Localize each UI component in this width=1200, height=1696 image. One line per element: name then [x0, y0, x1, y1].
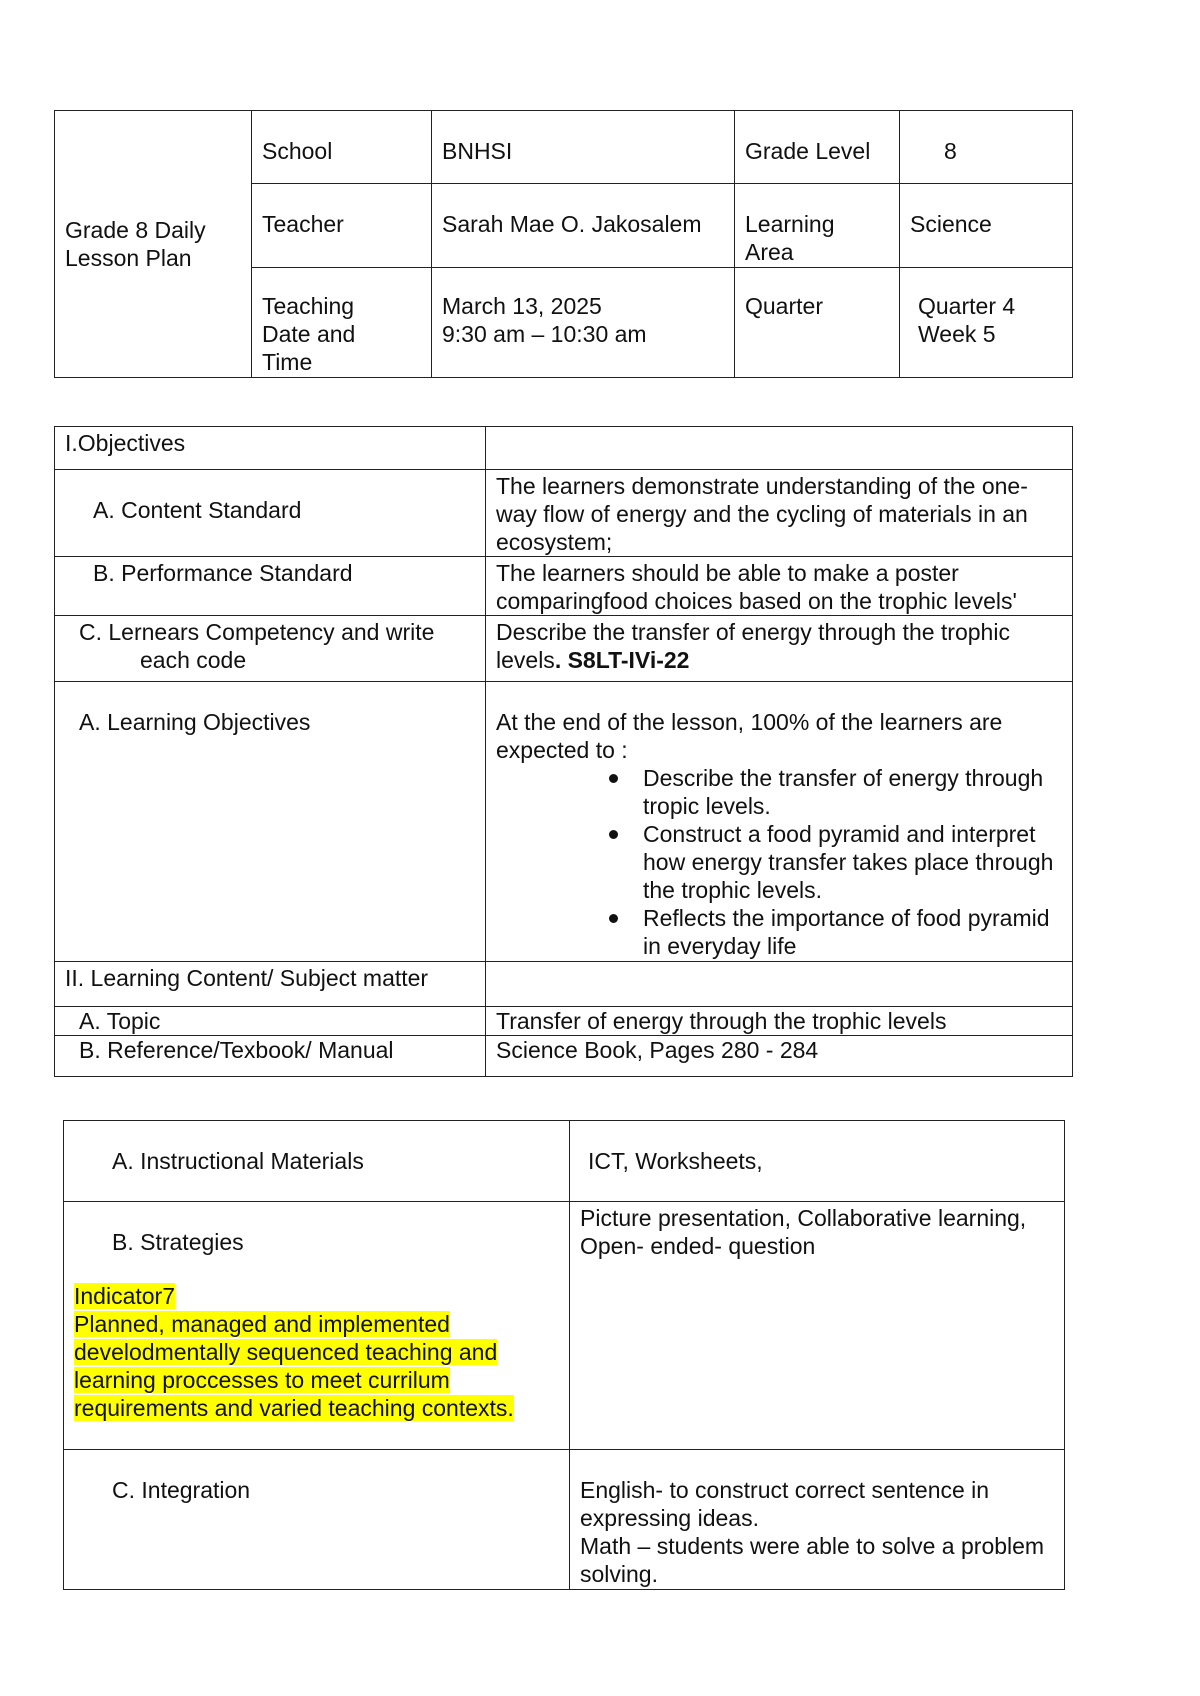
topic-value: Transfer of energy through the trophic levels: [486, 1007, 1073, 1036]
strategies-label: B. Strategies: [112, 1229, 244, 1255]
content-standard-value: The learners demonstrate understanding of the one-way flow of energy and the cycling of materials in an ecosystem;: [486, 470, 1073, 557]
reference-label: B. Reference/Texbook/ Manual: [55, 1036, 486, 1077]
competency-value: Describe the transfer of energy through the trophic levels: [496, 619, 1010, 673]
materials-table: [63, 1120, 1065, 1590]
objectives-section-label: I.Objectives: [55, 427, 486, 470]
competency-code: . S8LT-IVi-22: [554, 647, 690, 673]
teacher-value: Sarah Mae O. Jakosalem: [432, 184, 735, 268]
quarter-label: Quarter: [735, 268, 900, 378]
integration-value: English- to construct correct sentence in expressing ideas. Math – students were able to solve a problem solving.: [570, 1450, 1065, 1590]
integration-label: C. Integration: [64, 1450, 570, 1590]
grade-level-label: Grade Level: [735, 111, 900, 184]
learning-objective-item: Describe the transfer of energy through tropic levels.: [643, 764, 1062, 820]
teaching-date-value: March 13, 2025 9:30 am – 10:30 am: [432, 268, 735, 378]
strategies-value: Picture presentation, Collaborative learning, Open- ended- question: [570, 1202, 1065, 1450]
competency-label: C. Lernears Competency and write each code: [79, 619, 435, 673]
teaching-date-label: Teaching Date and Time: [252, 268, 432, 378]
instructional-materials-label: A. Instructional Materials: [64, 1121, 570, 1202]
reference-value: Science Book, Pages 280 - 284: [486, 1036, 1073, 1077]
indicator-title: Indicator7: [74, 1283, 176, 1309]
learning-objectives-cell: [486, 682, 1073, 962]
learning-objectives-list: [496, 764, 1062, 960]
quarter-value: Quarter 4 Week 5: [900, 268, 1073, 378]
learning-objectives-intro: At the end of the lesson, 100% of the learners are expected to :: [496, 709, 1003, 763]
grade-level-value: 8: [900, 111, 1073, 184]
learning-content-section-label: II. Learning Content/ Subject matter: [55, 962, 486, 1007]
performance-standard-value: The learners should be able to make a poster comparingfood choices based on the trophic levels': [486, 557, 1073, 616]
objectives-section-empty: [486, 427, 1073, 470]
learning-objective-item: Construct a food pyramid and interpret how energy transfer takes place through the trophic levels.: [643, 820, 1062, 904]
lesson-plan-title: Grade 8 Daily Lesson Plan: [55, 111, 252, 378]
school-value: BNHSI: [432, 111, 735, 184]
teacher-label: Teacher: [252, 184, 432, 268]
performance-standard-label: B. Performance Standard: [55, 557, 486, 616]
learning-objectives-label: A. Learning Objectives: [55, 682, 486, 962]
strategies-cell: [64, 1202, 570, 1450]
objectives-table: [54, 426, 1073, 1077]
topic-label: A. Topic: [55, 1007, 486, 1036]
learning-content-section-empty: [486, 962, 1073, 1007]
school-label: School: [252, 111, 432, 184]
indicator-block: [74, 1282, 557, 1422]
competency-label-cell: [55, 616, 486, 682]
learning-objective-item: Reflects the importance of food pyramid in everyday life: [643, 904, 1062, 960]
instructional-materials-value: ICT, Worksheets,: [570, 1121, 1065, 1202]
lesson-plan-header-table: [54, 110, 1073, 378]
content-standard-label: A. Content Standard: [55, 470, 486, 557]
learning-area-label: Learning Area: [735, 184, 900, 268]
indicator-text: Planned, managed and implemented develodmentally sequenced teaching and learning proccesses to meet currilum requirements and varied teaching contexts.: [74, 1311, 514, 1421]
competency-cell: [486, 616, 1073, 682]
learning-area-value: Science: [900, 184, 1073, 268]
